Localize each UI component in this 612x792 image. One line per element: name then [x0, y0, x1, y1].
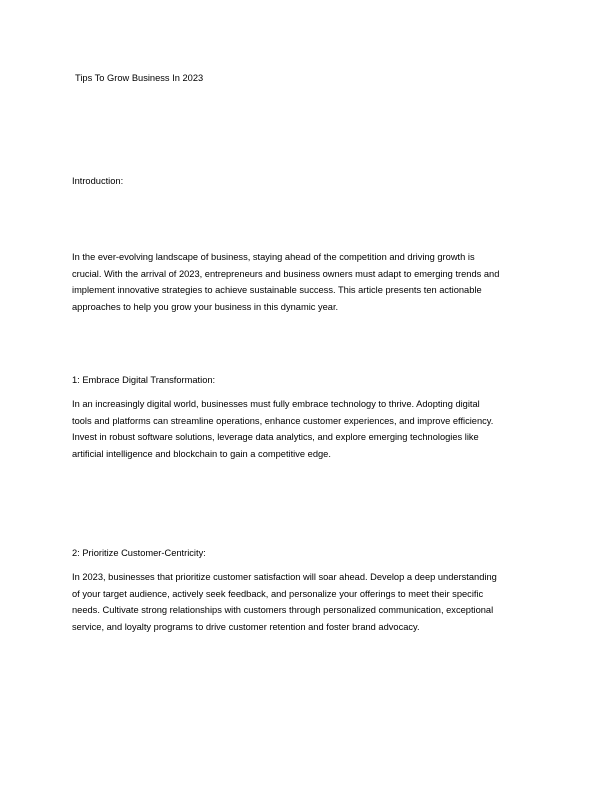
paragraph-line: needs. Cultivate strong relationships with customers through personalized communication, exceptional: [72, 605, 494, 615]
paragraph-line: of your target audience, actively seek feedback, and personalize your offerings to meet their specific: [72, 588, 484, 599]
paragraph-line: tools and platforms can streamline operations, enhance customer experiences, and improve efficiency.: [72, 415, 494, 426]
paragraph-line: approaches to help you grow your business in this dynamic year.: [72, 301, 339, 312]
paragraph-line: implement innovative strategies to achieve sustainable success. This article presents ten actionable: [72, 285, 482, 295]
paragraph-line: Invest in robust software solutions, leverage data analytics, and explore emerging technologies like: [72, 432, 479, 442]
paragraph-line: In 2023, businesses that prioritize customer satisfaction will soar ahead. Develop a deep understanding: [72, 572, 497, 582]
paragraph-line: In the ever-evolving landscape of business, staying ahead of the competition and driving growth is: [72, 252, 475, 262]
paragraph-line: artificial intelligence and blockchain to gain a competitive edge.: [72, 448, 331, 459]
section-1-heading: 1: Embrace Digital Transformation:: [72, 375, 216, 385]
section-2-paragraph: [72, 569, 542, 635]
paragraph-line: In an increasingly digital world, businesses must fully embrace technology to thrive. Adopting digital: [72, 399, 480, 409]
paragraph-line: service, and loyalty programs to drive customer retention and foster brand advocacy.: [72, 621, 420, 632]
paragraph-line: crucial. With the arrival of 2023, entrepreneurs and business owners must adapt to emerging trends and: [72, 268, 500, 279]
section-1-paragraph: [72, 396, 542, 462]
document-title: Tips To Grow Business In 2023: [75, 73, 204, 83]
introduction-heading: Introduction:: [72, 176, 124, 186]
introduction-paragraph: [72, 249, 542, 315]
section-2-heading: 2: Prioritize Customer-Centricity:: [72, 548, 206, 558]
